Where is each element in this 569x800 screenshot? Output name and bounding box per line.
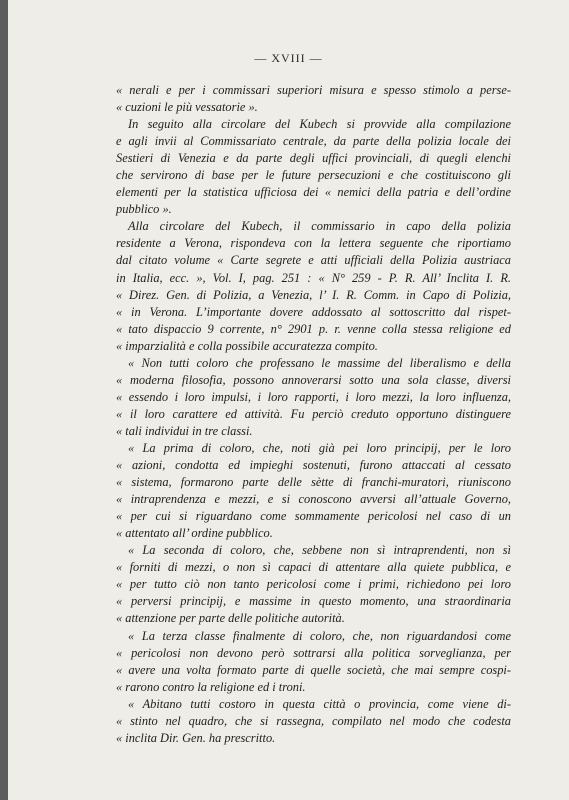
text-line: « per tutto ciò non tanto pericolosi come i primi, richiedono pei loro (116, 577, 511, 592)
text-line: « pericolosi non devono però sottrarsi alla politica sorveglianza, per (116, 645, 511, 660)
body-text (116, 82, 511, 747)
text-line: « inclita Dir. Gen. ha prescritto. (116, 730, 276, 745)
text-line: « avere una volta formato parte di quelle società, che mai sempre cospi- (116, 662, 511, 677)
text-line: « nerali e per i commissari superiori misura e spesso stimolo a perse- (116, 83, 511, 97)
text-line: « Direz. Gen. di Polizia, a Venezia, l’ I. R. Comm. in Capo di Polizia, (116, 287, 511, 302)
text-line: « imparzialità e colla possibile accuratezza compito. (116, 338, 378, 353)
text-line: in Italia, ecc. », Vol. I, pag. 251 : « N° 259 - P. R. All’ Inclita I. R. (116, 270, 511, 285)
text-line: e agli invii al Commissariato centrale, da parte della polizia locale dei (116, 134, 511, 149)
text-line: « forniti di mezzi, o non sì capaci di attentare alla quiete pubblica, e (116, 560, 511, 575)
text-line: « Abitano tutti costoro in questa città o provincia, come viene di- (128, 696, 511, 711)
text-line: « La prima di coloro, che, noti già pei loro principij, per le loro (128, 440, 511, 455)
text-line: dal citato volume « Carte segrete e atti ufficiali della Polizia austriaca (116, 253, 511, 268)
text-line: « per cui si riguardano come sommamente pericolosi nel caso di un (116, 509, 511, 524)
text-line: « azioni, condotta ed impieghi sostenuti, furono attaccati al cessato (116, 458, 511, 473)
text-line: Sestieri di Venezia e da parte degli uffici provinciali, di quegli elenchi (116, 151, 511, 166)
text-line: In seguito alla circolare del Kubech si provvide alla compilazione (128, 117, 511, 132)
text-line: « intraprendenza e mezzi, e si conoscono avversi all’attuale Governo, (116, 492, 511, 507)
text-line: « perversi principij, e massime in questo momento, una straordinaria (116, 594, 511, 609)
text-line: « La seconda di coloro, che, sebbene non sì intraprendenti, non sì (128, 543, 511, 558)
text-line: « sistema, formarono parte delle sètte di franchi-muratori, riuniscono (116, 475, 511, 490)
book-page (8, 0, 569, 800)
text-line: « essendo i loro impulsi, i loro rapporti, i loro mezzi, la loro influenza, (116, 389, 511, 404)
text-line: « attenzione per parte delle politiche autorità. (116, 611, 345, 626)
text-line: Alla circolare del Kubech, il commissario in capo della polizia (128, 219, 511, 234)
text-line: « moderna filosofia, possono annoverarsi sotto una sola classe, diversi (116, 372, 511, 387)
text-line: elementi per la statistica ufficiosa dei « nemici della patria e dell’ordine (116, 185, 511, 200)
text-line: residente a Verona, rispondeva con la lettera seguente che riportiamo (116, 236, 511, 251)
text-line: « stinto nel quadro, che si rassegna, compilato nel modo che codesta (116, 713, 511, 728)
text-line: « in Verona. L’importante dovere addossato al sottoscritto dal rispet- (116, 304, 511, 319)
text-line: pubblico ». (116, 202, 172, 217)
text-line: che servirono di base per le future persecuzioni e che costituiscono gli (116, 168, 511, 183)
text-line: « tato dispaccio 9 corrente, n° 2901 p. r. venne colla stessa religione ed (116, 321, 511, 336)
text-line: « tali individui in tre classi. (116, 423, 253, 438)
text-line: « La terza classe finalmente di coloro, che, non riguardandosi come (128, 628, 511, 643)
text-line: « attentato all’ ordine pubblico. (116, 526, 273, 541)
page-number: — XVIII — (254, 51, 323, 65)
text-line: « cuzioni le più vessatorie ». (116, 100, 258, 115)
text-line: « Non tutti coloro che professano le massime del liberalismo e della (128, 355, 511, 370)
text-line: « rarono contro la religione ed i troni. (116, 679, 306, 694)
text-line: « il loro carattere ed attività. Fu perciò creduto opportuno distinguere (116, 406, 511, 421)
